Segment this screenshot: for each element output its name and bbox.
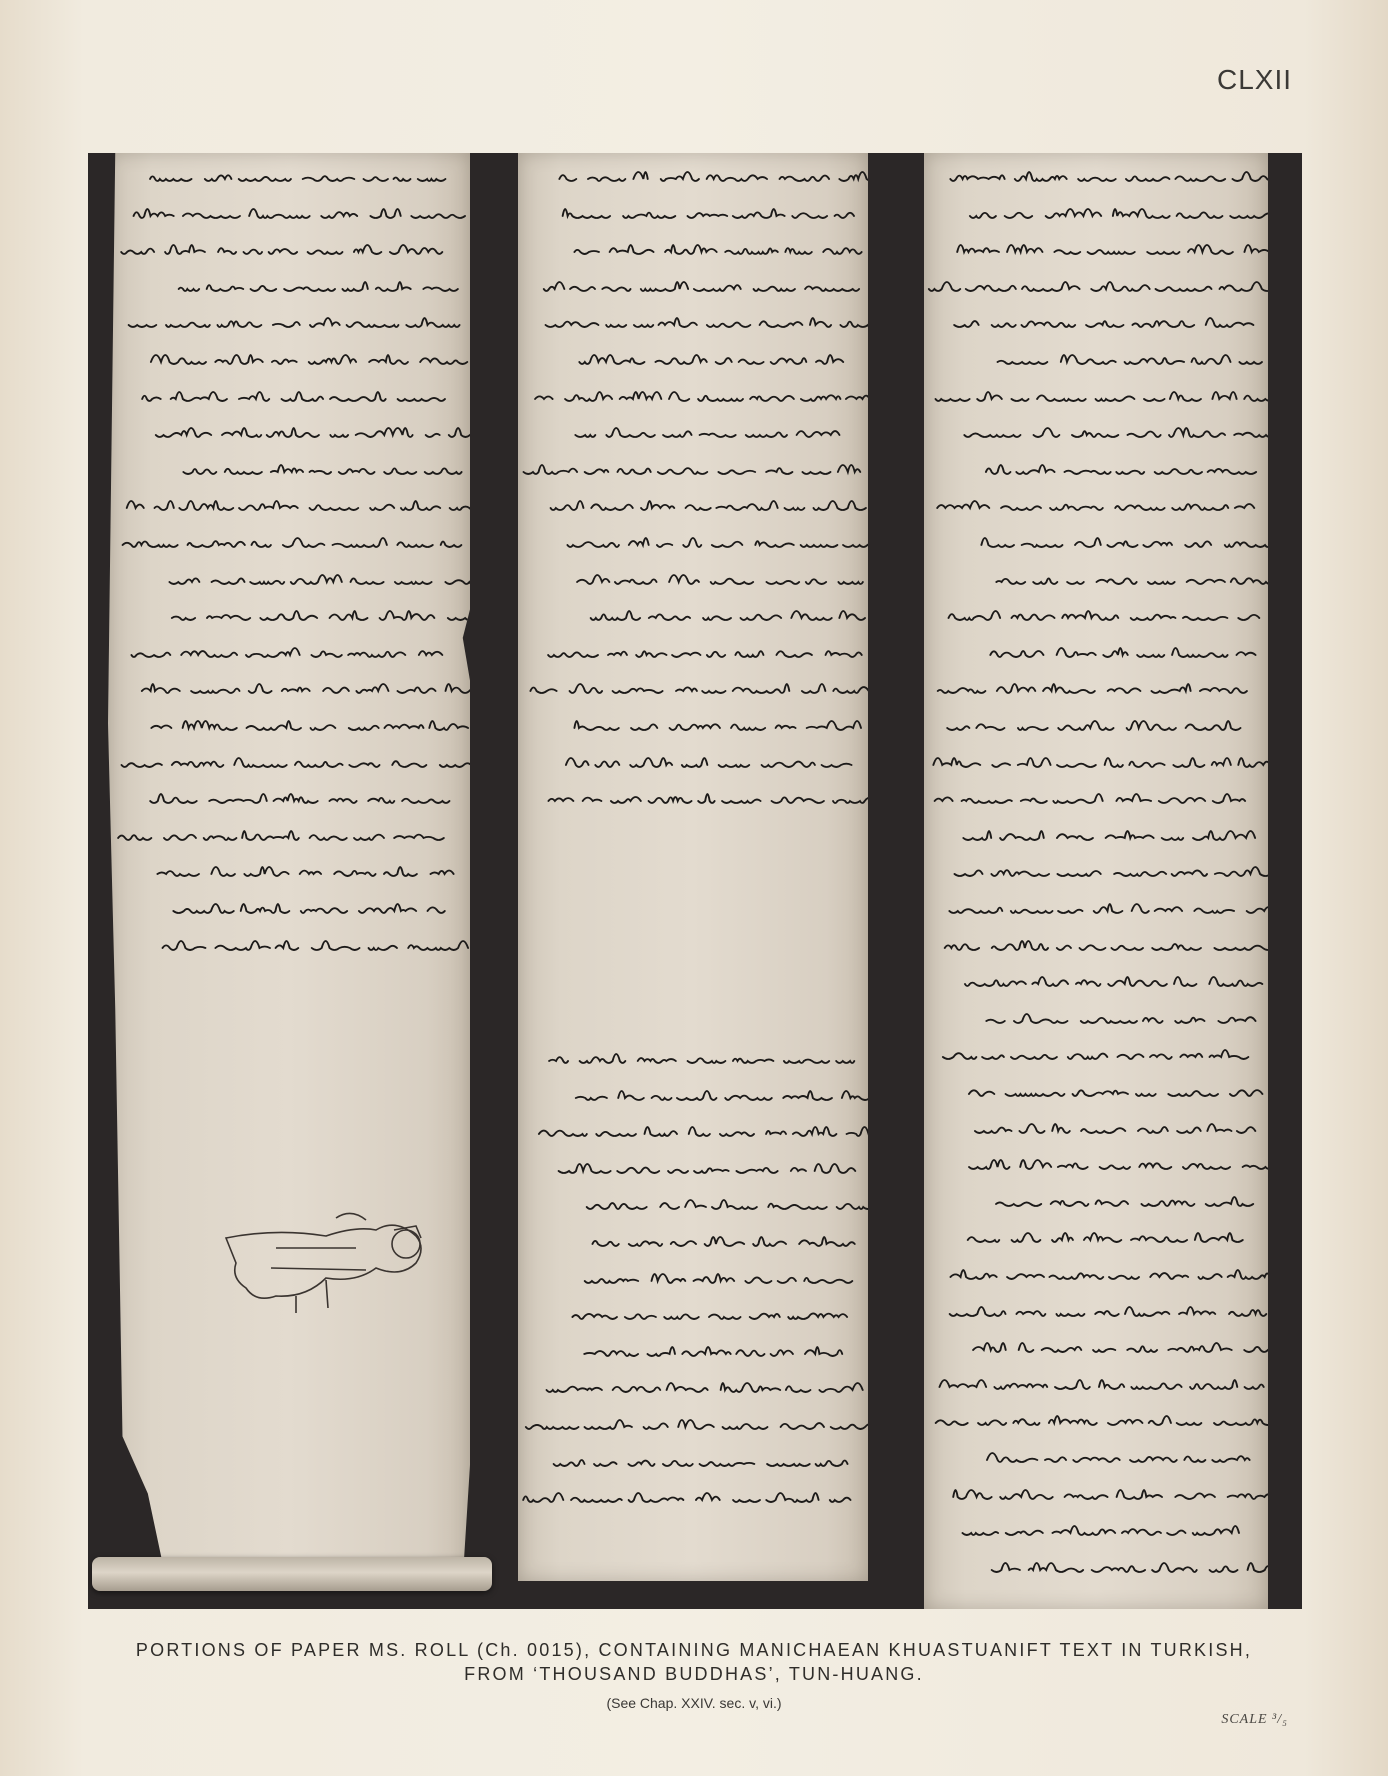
script-line xyxy=(924,710,1268,740)
script-line xyxy=(924,600,1268,630)
script-line xyxy=(108,893,470,923)
photo-plate xyxy=(88,153,1302,1609)
caption-line-2: FROM ‘THOUSAND BUDDHAS’, TUN-HUANG. xyxy=(464,1664,924,1684)
script-line xyxy=(108,820,470,850)
script-line xyxy=(108,198,470,228)
figure-sketch xyxy=(216,1208,446,1318)
script-line xyxy=(924,1186,1268,1216)
script-line xyxy=(108,344,470,374)
script-line xyxy=(518,564,868,594)
manuscript-strip-left xyxy=(108,153,470,1579)
script-line xyxy=(518,1043,868,1073)
script-line xyxy=(924,1259,1268,1289)
script-line xyxy=(924,966,1268,996)
script-line xyxy=(518,747,868,777)
script-line xyxy=(924,1515,1268,1545)
script-line xyxy=(518,1482,868,1512)
script-line xyxy=(108,381,470,411)
script-line xyxy=(518,1116,868,1146)
script-line xyxy=(518,1153,868,1183)
script-line xyxy=(518,1409,868,1439)
script-line xyxy=(924,1296,1268,1326)
script-line xyxy=(518,271,868,301)
script-line xyxy=(924,1076,1268,1106)
script-line xyxy=(518,1336,868,1366)
script-line xyxy=(518,490,868,520)
script-line xyxy=(924,454,1268,484)
script-line xyxy=(924,856,1268,886)
script-line xyxy=(518,527,868,557)
script-line xyxy=(518,198,868,228)
script-line xyxy=(518,454,868,484)
script-line xyxy=(924,490,1268,520)
script-line xyxy=(108,783,470,813)
script-line xyxy=(924,198,1268,228)
script-line xyxy=(924,417,1268,447)
script-line xyxy=(108,490,470,520)
script-line xyxy=(924,564,1268,594)
script-line xyxy=(924,1149,1268,1179)
script-line xyxy=(924,1479,1268,1509)
script-line xyxy=(924,1442,1268,1472)
script-line xyxy=(924,271,1268,301)
script-line xyxy=(108,856,470,886)
script-line xyxy=(924,1552,1268,1582)
script-line xyxy=(518,234,868,264)
script-line xyxy=(518,1446,868,1476)
script-line xyxy=(924,1113,1268,1143)
script-line xyxy=(924,234,1268,264)
script-line xyxy=(518,1372,868,1402)
script-line xyxy=(518,417,868,447)
script-line xyxy=(108,527,470,557)
script-line xyxy=(924,1003,1268,1033)
script-line xyxy=(924,1332,1268,1362)
script-line xyxy=(518,710,868,740)
script-line xyxy=(924,930,1268,960)
chapter-reference: (See Chap. XXIV. sec. v, vi.) xyxy=(606,1695,782,1711)
script-line xyxy=(518,1189,868,1219)
script-line xyxy=(518,600,868,630)
script-line xyxy=(518,381,868,411)
script-line xyxy=(108,710,470,740)
script-line xyxy=(518,307,868,337)
script-line xyxy=(924,820,1268,850)
script-line xyxy=(518,673,868,703)
script-line xyxy=(518,783,868,813)
script-line xyxy=(924,673,1268,703)
script-line xyxy=(108,307,470,337)
script-line xyxy=(108,417,470,447)
script-line xyxy=(518,1299,868,1329)
script-line xyxy=(924,637,1268,667)
script-line xyxy=(924,307,1268,337)
script-line xyxy=(108,747,470,777)
script-line xyxy=(518,1263,868,1293)
script-line xyxy=(924,344,1268,374)
script-line xyxy=(108,454,470,484)
script-line xyxy=(518,1080,868,1110)
script-line xyxy=(924,161,1268,191)
manuscript-strip-middle xyxy=(518,153,868,1581)
script-line xyxy=(108,673,470,703)
script-line xyxy=(108,161,470,191)
manuscript-strip-right xyxy=(924,153,1268,1609)
script-line xyxy=(924,1222,1268,1252)
caption-line-1: PORTIONS OF PAPER MS. ROLL (Ch. 0015), CONTAINING MANICHAEAN KHUASTUANIFT TEXT IN TURKISH, xyxy=(135,1640,1253,1660)
plate-number: CLXII xyxy=(1216,64,1292,95)
script-line xyxy=(108,564,470,594)
script-line xyxy=(924,1405,1268,1435)
script-line xyxy=(108,234,470,264)
script-line xyxy=(924,783,1268,813)
script-line xyxy=(924,1039,1268,1069)
script-line xyxy=(924,1369,1268,1399)
script-line xyxy=(924,747,1268,777)
script-line xyxy=(518,344,868,374)
script-line xyxy=(924,893,1268,923)
script-line xyxy=(108,271,470,301)
script-line xyxy=(518,161,868,191)
script-line xyxy=(108,637,470,667)
script-line xyxy=(518,637,868,667)
script-line xyxy=(518,1226,868,1256)
script-line xyxy=(924,381,1268,411)
script-line xyxy=(924,527,1268,557)
scale-note: SCALE ³/₅ xyxy=(1221,1712,1288,1727)
roll-end xyxy=(92,1557,492,1591)
script-line xyxy=(108,600,470,630)
script-line xyxy=(108,930,470,960)
